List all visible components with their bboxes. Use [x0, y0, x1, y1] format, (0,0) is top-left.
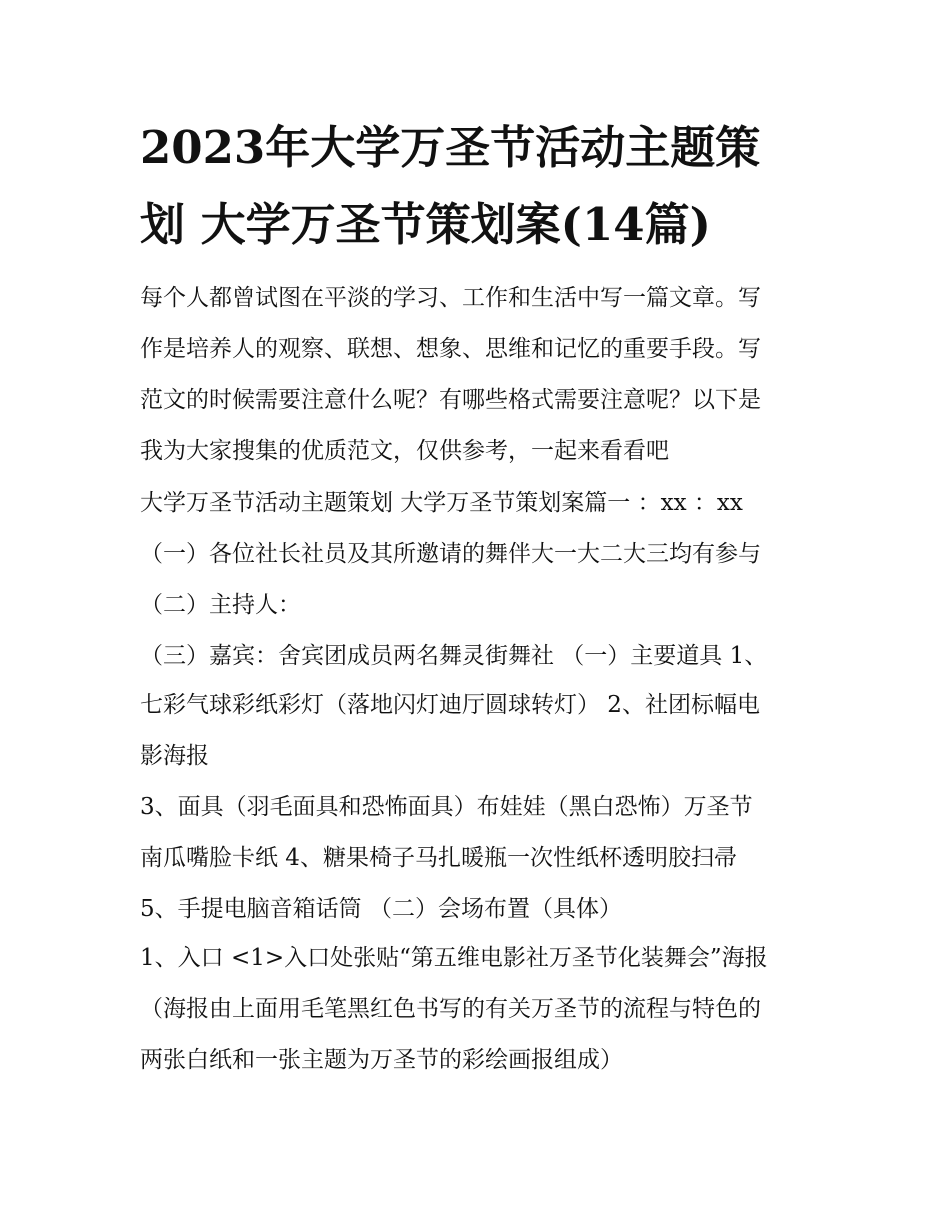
body-line: （三）嘉宾：舍宾团成员两名舞灵街舞社 （一）主要道具 1、	[140, 643, 768, 669]
body-line: 大学万圣节活动主题策划 大学万圣节策划案篇一 ：xx ：xx	[140, 490, 743, 516]
body-line: 每个人都曾试图在平淡的学习、工作和生活中写一篇文章。写	[140, 285, 761, 311]
body-line: 两张白纸和一张主题为万圣节的彩绘画报组成）	[140, 1047, 623, 1073]
body-line: 5、手提电脑音箱话筒 （二）会场布置（具体）	[140, 896, 622, 922]
body-line: （二）主持人：	[140, 592, 301, 618]
body-line: 3、面具（羽毛面具和恐怖面具）布娃娃（黑白恐怖）万圣节	[140, 794, 753, 820]
document-title-line-2: 划 大学万圣节策划案(14篇)	[140, 198, 711, 251]
body-line: 影海报	[140, 743, 209, 769]
body-line: （一）各位社长社员及其所邀请的舞伴大一大二大三均有参与	[140, 541, 761, 567]
body-line: （海报由上面用毛笔黑红色书写的有关万圣节的流程与特色的	[140, 996, 761, 1022]
document-title-line-1: 2023年大学万圣节活动主题策	[140, 121, 761, 174]
body-line: 南瓜嘴脸卡纸 4、糖果椅子马扎暖瓶一次性纸杯透明胶扫帚	[140, 845, 737, 871]
body-line: 1、入口 <1>入口处张贴“第五维电影社万圣节化装舞会”海报	[140, 945, 768, 971]
body-line: 七彩气球彩纸彩灯（落地闪灯迪厅圆球转灯） 2、社团标幅电	[140, 692, 760, 718]
body-line: 范文的时候需要注意什么呢？有哪些格式需要注意呢？以下是	[140, 387, 761, 413]
body-line: 作是培养人的观察、联想、想象、思维和记忆的重要手段。写	[140, 336, 761, 362]
body-line: 我为大家搜集的优质范文，仅供参考，一起来看看吧	[140, 438, 669, 464]
